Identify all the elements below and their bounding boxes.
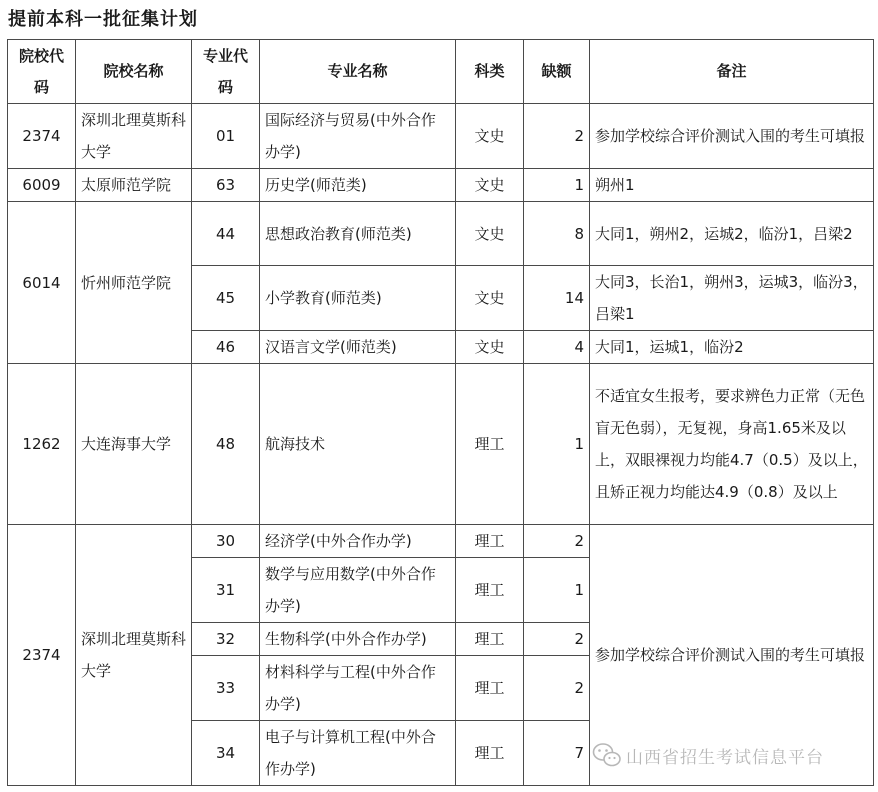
category-cell: 文史	[456, 266, 524, 331]
remark-cell: 大同3，长治1，朔州3，运城3，临汾3，吕梁1	[590, 266, 874, 331]
major-name-cell: 国际经济与贸易(中外合作办学)	[260, 104, 456, 169]
watermark-text: 山西省招生考试信息平台	[626, 747, 824, 768]
header-major-name: 专业名称	[260, 40, 456, 104]
remark-cell: 大同1，运城1，临汾2	[590, 331, 874, 364]
major-code-cell: 34	[192, 721, 260, 786]
school-code-cell: 2374	[8, 104, 76, 169]
watermark	[592, 740, 824, 770]
major-code-cell: 46	[192, 331, 260, 364]
category-cell: 理工	[456, 623, 524, 656]
major-name-cell: 汉语言文学(师范类)	[260, 331, 456, 364]
category-cell: 理工	[456, 525, 524, 558]
vacancy-cell: 4	[524, 331, 590, 364]
remark-cell: 参加学校综合评价测试入围的考生可填报	[590, 104, 874, 169]
remark-cell: 参加学校综合评价测试入围的考生可填报	[590, 525, 874, 786]
category-cell: 理工	[456, 656, 524, 721]
category-cell: 文史	[456, 331, 524, 364]
major-name-cell: 电子与计算机工程(中外合作办学)	[260, 721, 456, 786]
school-name-cell: 深圳北理莫斯科大学	[76, 104, 192, 169]
school-name-cell: 大连海事大学	[76, 364, 192, 525]
header-remark: 备注	[590, 40, 874, 104]
major-code-cell: 33	[192, 656, 260, 721]
major-code-cell: 48	[192, 364, 260, 525]
school-code-cell: 6014	[8, 202, 76, 364]
category-cell: 文史	[456, 169, 524, 202]
table-row	[8, 169, 874, 202]
category-cell: 文史	[456, 202, 524, 266]
major-code-cell: 44	[192, 202, 260, 266]
major-code-cell: 30	[192, 525, 260, 558]
vacancy-cell: 1	[524, 169, 590, 202]
major-code-cell: 32	[192, 623, 260, 656]
school-code-cell: 6009	[8, 169, 76, 202]
major-name-cell: 经济学(中外合作办学)	[260, 525, 456, 558]
remark-cell: 朔州1	[590, 169, 874, 202]
table-row	[8, 364, 874, 525]
vacancy-cell: 2	[524, 623, 590, 656]
major-code-cell: 01	[192, 104, 260, 169]
major-name-cell: 小学教育(师范类)	[260, 266, 456, 331]
school-name-cell: 深圳北理莫斯科大学	[76, 525, 192, 786]
header-major-code: 专业代码	[192, 40, 260, 104]
table-row	[8, 202, 874, 266]
table-row	[8, 525, 874, 558]
major-code-cell: 63	[192, 169, 260, 202]
category-cell: 理工	[456, 721, 524, 786]
enrollment-plan-table	[7, 39, 874, 786]
category-cell: 文史	[456, 104, 524, 169]
vacancy-cell: 2	[524, 104, 590, 169]
major-code-cell: 31	[192, 558, 260, 623]
major-name-cell: 思想政治教育(师范类)	[260, 202, 456, 266]
page-title: 提前本科一批征集计划	[8, 9, 198, 30]
header-category: 科类	[456, 40, 524, 104]
school-code-cell: 2374	[8, 525, 76, 786]
major-code-cell: 45	[192, 266, 260, 331]
remark-cell: 不适宜女生报考，要求辨色力正常（无色盲无色弱），无复视，身高1.65米及以上，双眼裸视力均能4.7（0.5）及以上，且矫正视力均能达4.9（0.8）及以上	[590, 364, 874, 525]
category-cell: 理工	[456, 558, 524, 623]
vacancy-cell: 2	[524, 525, 590, 558]
vacancy-cell: 1	[524, 364, 590, 525]
remark-cell: 大同1，朔州2，运城2，临汾1，吕梁2	[590, 202, 874, 266]
vacancy-cell: 1	[524, 558, 590, 623]
vacancy-cell: 2	[524, 656, 590, 721]
vacancy-cell: 8	[524, 202, 590, 266]
header-school-code: 院校代码	[8, 40, 76, 104]
major-name-cell: 生物科学(中外合作办学)	[260, 623, 456, 656]
school-code-cell: 1262	[8, 364, 76, 525]
school-name-cell: 太原师范学院	[76, 169, 192, 202]
vacancy-cell: 14	[524, 266, 590, 331]
category-cell: 理工	[456, 364, 524, 525]
school-name-cell: 忻州师范学院	[76, 202, 192, 364]
major-name-cell: 材料科学与工程(中外合作办学)	[260, 656, 456, 721]
major-name-cell: 历史学(师范类)	[260, 169, 456, 202]
header-vacancy: 缺额	[524, 40, 590, 104]
major-name-cell: 数学与应用数学(中外合作办学)	[260, 558, 456, 623]
header-school-name: 院校名称	[76, 40, 192, 104]
wechat-icon	[592, 742, 622, 768]
vacancy-cell: 7	[524, 721, 590, 786]
major-name-cell: 航海技术	[260, 364, 456, 525]
table-row	[8, 104, 874, 169]
